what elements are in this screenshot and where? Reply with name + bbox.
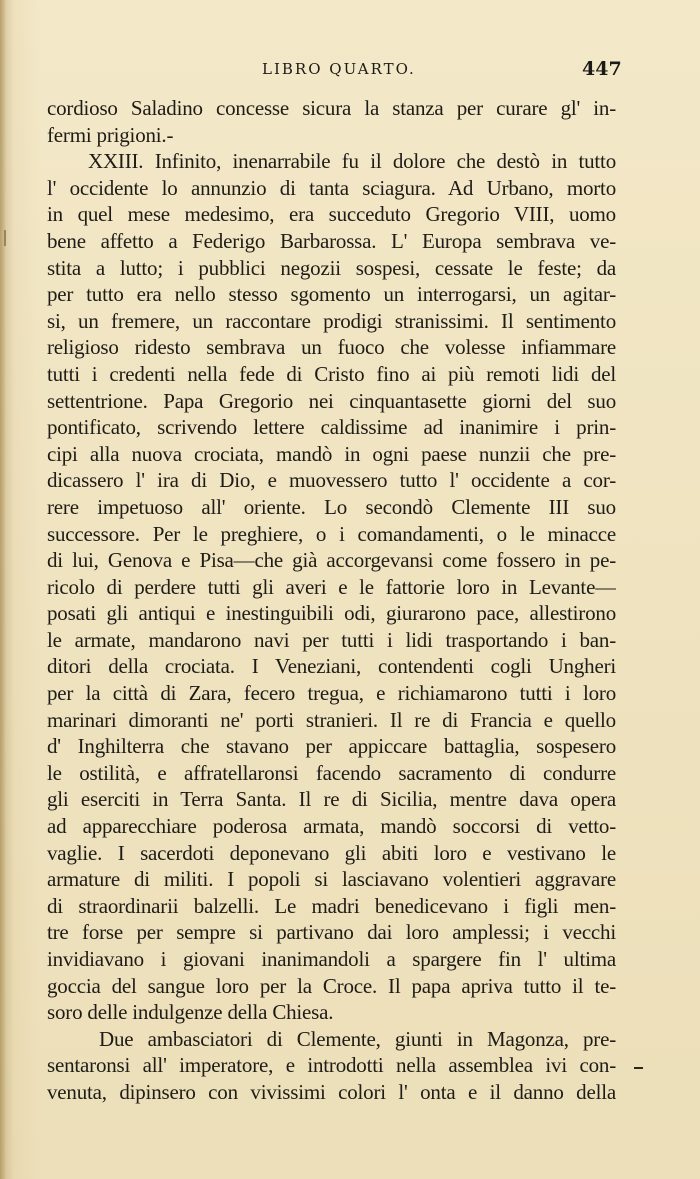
text-line: stita a lutto; i pubblici negozii sospesi, cessate le feste; da bbox=[47, 255, 616, 280]
line-continuation-mark bbox=[634, 1067, 643, 1069]
text-line: ditori della crociata. I Veneziani, contendenti cogli Ungheri bbox=[47, 654, 616, 679]
margin-mark bbox=[4, 230, 6, 246]
text-line: fermi prigioni.- bbox=[47, 122, 174, 147]
text-line: pontificato, scrivendo lettere caldissime ad inanimire i prin- bbox=[47, 415, 616, 440]
text-line: le ostilità, e affratellaronsi facendo sacramento di condurre bbox=[47, 760, 616, 785]
text-line: rere impetuoso all' oriente. Lo secondò Clemente III suo bbox=[47, 494, 616, 519]
text-line: tre forse per sempre si partivano dai loro amplessi; i vecchi bbox=[47, 920, 616, 945]
paragraph-end-line: soro delle indulgenze della Chiesa. bbox=[47, 1000, 334, 1025]
text-line: cordioso Saladino concesse sicura la stanza per curare gl' in- bbox=[47, 96, 616, 120]
text-line: tutti i credenti nella fede di Cristo fino ai più remoti lidi del bbox=[47, 361, 616, 386]
text-line: sentaronsi all' imperatore, e introdotti nella assemblea ivi con- bbox=[47, 1053, 616, 1078]
text-line: goccia del sangue loro per la Croce. Il papa apriva tutto il te- bbox=[47, 973, 616, 998]
text-line: armature di militi. I popoli si lasciavano volentieri aggravare bbox=[47, 867, 616, 892]
page-header bbox=[0, 58, 700, 84]
section-start-line: XXIII. Infinito, inenarrabile fu il dolore che destò in tutto bbox=[88, 149, 616, 174]
text-line: di lui, Genova e Pisa—che già accorgevansi come fossero in pe- bbox=[47, 548, 616, 573]
text-line: marinari dimoranti ne' porti stranieri. Il re di Francia e quello bbox=[47, 707, 616, 732]
running-title: LIBRO QUARTO. bbox=[262, 60, 416, 78]
text-line: settentrione. Papa Gregorio nei cinquantasette giorni del suo bbox=[47, 388, 616, 413]
text-line: vaglie. I sacerdoti deponevano gli abiti loro e vestivano le bbox=[47, 840, 616, 865]
text-line: in quel mese medesimo, era succeduto Gregorio VIII, uomo bbox=[47, 202, 616, 227]
text-line: venuta, dipinsero con vivissimi colori l' onta e il danno della bbox=[47, 1079, 616, 1104]
text-line: bene affetto a Federigo Barbarossa. L' Europa sembrava ve- bbox=[47, 228, 616, 253]
page-gutter-shadow bbox=[0, 0, 6, 1179]
body-text bbox=[47, 95, 616, 1106]
text-line: dicassero l' ira di Dio, e muovessero tutto l' occidente a cor- bbox=[47, 468, 616, 493]
text-line: l' occidente lo annunzio di tanta sciagura. Ad Urbano, morto bbox=[47, 175, 616, 200]
text-line: cipi alla nuova crociata, mandò in ogni paese nunzii che pre- bbox=[47, 441, 616, 466]
text-line: ricolo di perdere tutti gli averi e le fattorie loro in Levante— bbox=[47, 574, 616, 599]
paragraph-start-line: Due ambasciatori di Clemente, giunti in Magonza, pre- bbox=[99, 1026, 616, 1051]
text-line: religioso ridesto sembrava un fuoco che volesse infiammare bbox=[47, 335, 616, 360]
text-line: gli eserciti in Terra Santa. Il re di Sicilia, mentre dava opera bbox=[47, 787, 616, 812]
text-line: si, un fremere, un raccontare prodigi stranissimi. Il sentimento bbox=[47, 308, 616, 333]
text-line: d' Inghilterra che stavano per appiccare battaglia, sospesero bbox=[47, 734, 616, 759]
page-number: 447 bbox=[582, 58, 622, 80]
text-line: posati gli antiqui e inestinguibili odi, giurarono pace, allestirono bbox=[47, 601, 616, 626]
text-line: di straordinarii balzelli. Le madri benedicevano i figli men- bbox=[47, 893, 616, 918]
text-line: per la città di Zara, fecero tregua, e richiamarono tutti i loro bbox=[47, 681, 616, 706]
text-line: successore. Per le preghiere, o i comandamenti, o le minacce bbox=[47, 521, 616, 546]
text-line: invidiavano i giovani inanimandoli a spargere fin l' ultima bbox=[47, 947, 616, 971]
text-line: le armate, mandarono navi per tutti i lidi trasportando i ban- bbox=[47, 627, 616, 652]
text-line: per tutto era nello stesso sgomento un interrogarsi, un agitar- bbox=[47, 282, 616, 307]
text-line: ad apparecchiare poderosa armata, mandò soccorsi di vetto- bbox=[47, 814, 616, 839]
